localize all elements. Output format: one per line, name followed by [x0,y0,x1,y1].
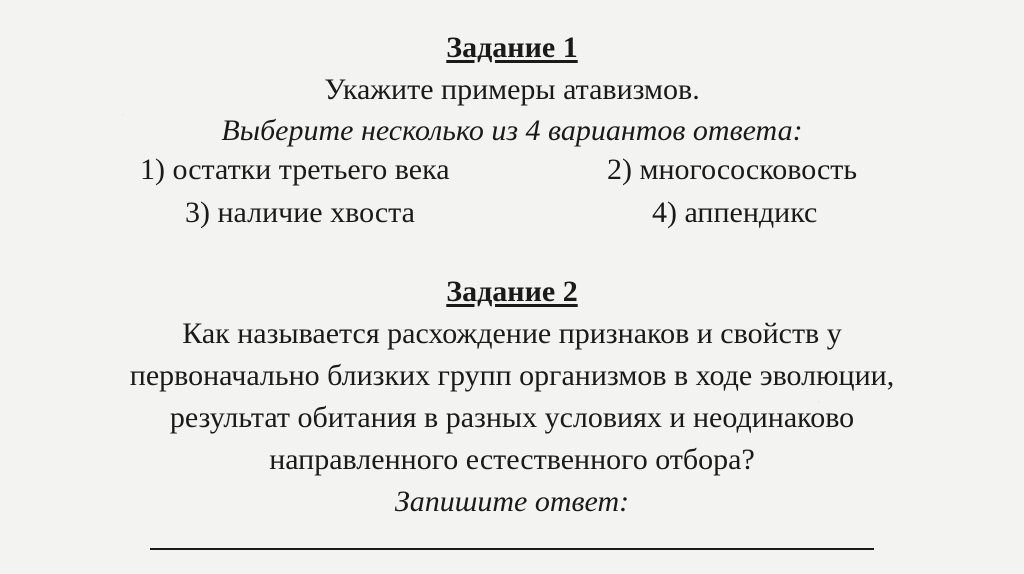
task2-question-line-1: Как называется расхождение признаков и свойств у [182,317,842,350]
task2-question-line-3: результат обитания в разных условиях и неодинаково [169,401,855,434]
task2-heading: Задание 2 [446,275,578,308]
task1-instruction: Выберите несколько из 4 вариантов ответа: [221,114,803,147]
task2-instruction: Запишите ответ: [394,485,630,518]
task1-option-4: 4) аппендикс [652,196,818,229]
answer-blank-line [150,548,874,550]
task1-option-2: 2) многососковость [607,153,858,186]
task2-question-line-2: первоначально близких групп организмов в ходе эволюции, [129,359,895,392]
task1-question: Укажите примеры атавизмов. [324,73,700,106]
task1-option-1: 1) остатки третьего века [140,153,450,186]
task1-heading: Задание 1 [446,31,578,64]
task1-option-3: 3) наличие хвоста [185,196,415,229]
task2-question-line-4: направленного естественного отбора? [269,443,755,476]
